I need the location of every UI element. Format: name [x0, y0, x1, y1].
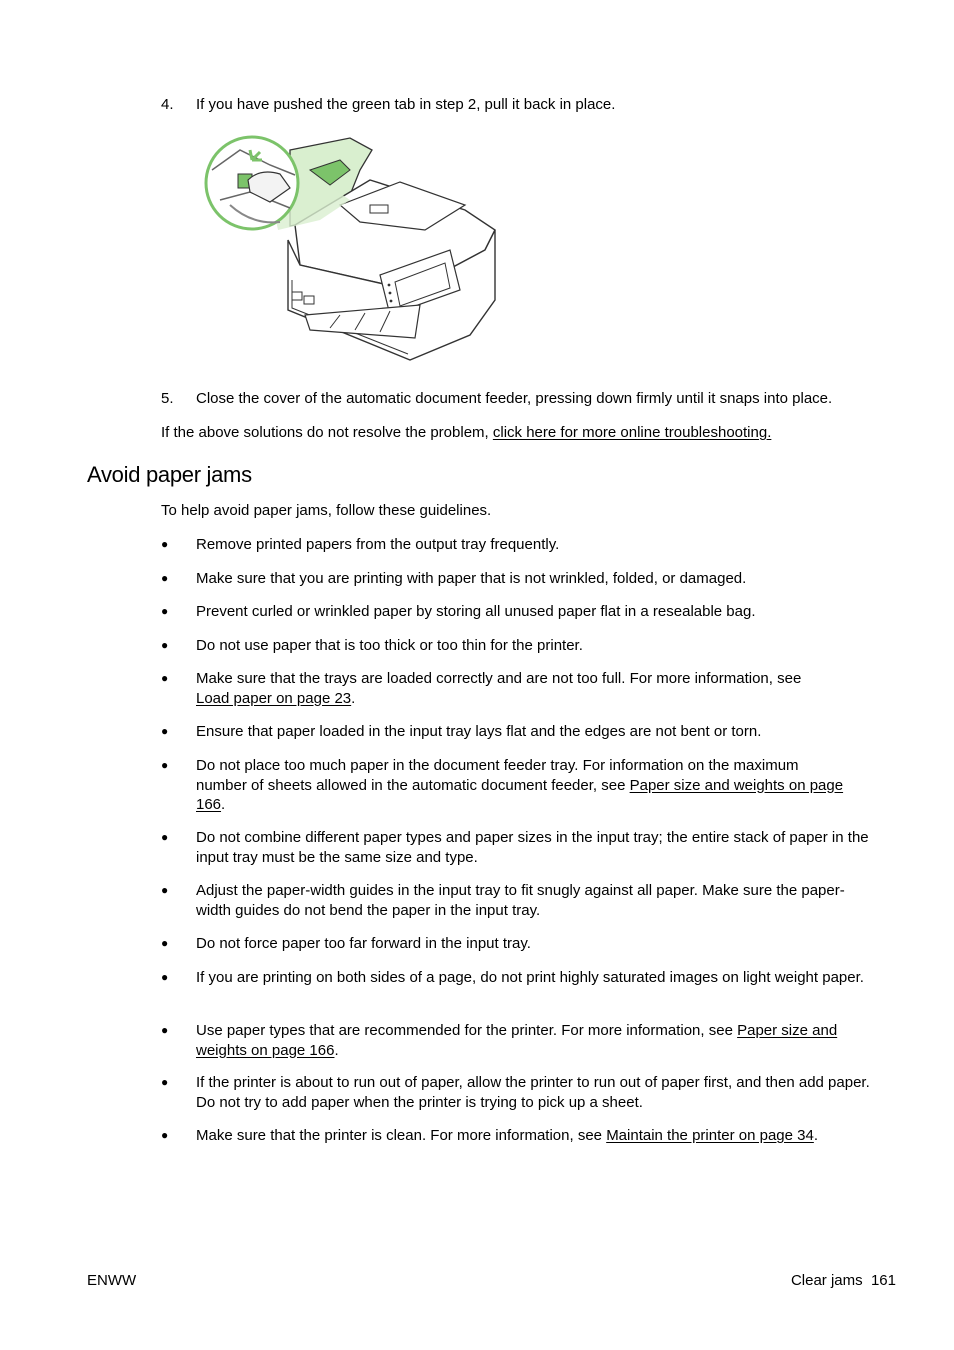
bullet-icon: ●	[161, 537, 169, 551]
bullet-icon: ●	[161, 724, 169, 738]
list-item-text-post: .	[334, 1041, 339, 1059]
bullet-icon: ●	[161, 604, 169, 618]
list-item-text: Do not force paper too far forward in the input tray.	[196, 935, 531, 952]
step-4-text: If you have pushed the green tab in step 2, pull it back in place.	[196, 96, 616, 113]
bullet-icon: ●	[161, 936, 169, 950]
bullet-icon: ●	[161, 970, 169, 984]
bullet-icon: ●	[161, 830, 169, 844]
printer-illustration	[200, 130, 500, 375]
page-number: 161	[870, 1272, 896, 1289]
list-item-text-pre: Use paper types that are recommended for the printer. For more information, see	[196, 1022, 738, 1039]
step-5-text: Close the cover of the automatic document feeder, pressing down firmly until it snaps into place.	[196, 390, 833, 407]
step-5-number: 5.	[161, 390, 174, 407]
bullet-icon: ●	[161, 638, 169, 652]
troubleshoot-prefix: If the above solutions do not resolve the problem,	[161, 424, 493, 441]
bullet-icon: ●	[161, 1075, 169, 1089]
list-item-text: Prevent curled or wrinkled paper by storing all unused paper flat in a resealable bag.	[196, 603, 756, 620]
list-item-text	[196, 1126, 881, 1146]
list-item-text-pre: Make sure that the printer is clean. For more information, see	[196, 1127, 607, 1144]
paper-size-weights-link[interactable]: Paper size and weights on page 166	[196, 776, 844, 813]
footer-left: ENWW	[87, 1272, 137, 1289]
list-item-text: Make sure that you are printing with paper that is not wrinkled, folded, or damaged.	[196, 570, 747, 587]
list-item-text: Ensure that paper loaded in the input tray lays flat and the edges are not bent or torn.	[196, 723, 762, 740]
maintain-printer-link[interactable]: Maintain the printer on page 34	[606, 1127, 814, 1144]
list-item-text: Remove printed papers from the output tray frequently.	[196, 536, 560, 553]
list-item-text	[196, 669, 881, 708]
bullet-icon: ●	[161, 883, 169, 897]
troubleshoot-paragraph	[161, 423, 881, 443]
footer-right	[791, 1271, 896, 1291]
footer-section: Clear jams	[790, 1272, 863, 1289]
list-item-text: Do not combine different paper types and paper sizes in the input tray; the entire stack of paper in the input tray must be the same size and type.	[196, 829, 869, 866]
bullet-icon: ●	[161, 671, 169, 685]
list-item-text: Adjust the paper-width guides in the input tray to fit snugly against all paper. Make sure the paper-width guides do not bend the paper in the input tray.	[196, 882, 845, 919]
step-4-number: 4.	[161, 96, 174, 113]
paper-size-weights-link[interactable]: Paper size and weights on page 166	[196, 1022, 838, 1059]
load-paper-link[interactable]: Load paper on page 23	[196, 689, 352, 707]
section-intro: To help avoid paper jams, follow these guidelines.	[161, 502, 492, 519]
list-item-text-post: .	[221, 796, 226, 813]
online-troubleshooting-link[interactable]: click here for more online troubleshooting.	[492, 424, 772, 441]
section-title: Avoid paper jams	[87, 462, 252, 487]
printer-adf-illustration-svg	[200, 130, 500, 375]
list-item-text-post: .	[351, 689, 356, 707]
list-item-text-pre: Make sure that the trays are loaded correctly and are not too full. For more information, see	[196, 670, 802, 687]
list-item-text-post: .	[813, 1127, 819, 1144]
list-item-text	[196, 1021, 861, 1060]
list-item-text-pre: Do not place too much paper in the document feeder tray. For information on the maximum number of sheets allowed in the automatic document feeder, see	[196, 757, 799, 794]
bullet-icon: ●	[161, 1128, 169, 1142]
list-item-text: If the printer is about to run out of paper, allow the printer to run out of paper first, and then add paper. Do not try to add paper when the printer is trying to pick up a sheet.	[196, 1074, 870, 1111]
bullet-icon: ●	[161, 571, 169, 585]
list-item-text	[196, 756, 846, 815]
bullet-icon: ●	[161, 758, 169, 772]
bullet-icon: ●	[161, 1023, 169, 1037]
list-item-text: If you are printing on both sides of a page, do not print highly saturated images on light weight paper.	[196, 969, 864, 986]
list-item-text: Do not use paper that is too thick or too thin for the printer.	[196, 637, 583, 654]
